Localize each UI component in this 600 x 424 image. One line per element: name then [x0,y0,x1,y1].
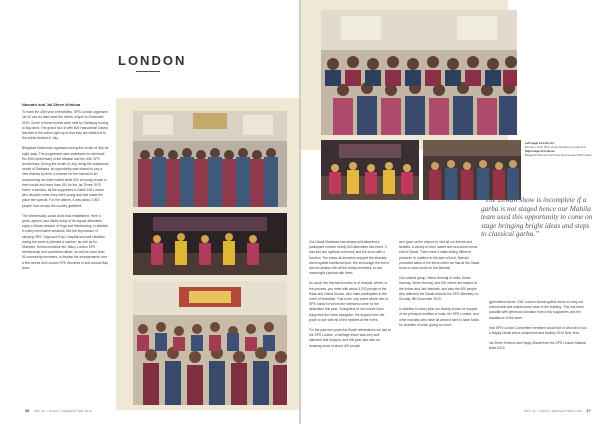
page-title: LONDON [118,53,187,68]
event-photo-hall-group [133,111,287,207]
article-paragraph: To mark the 40th year of festivities, SPS London organised Jal 40 mor du bahi rasm the month of April to December 2015. Some of these events were held by Sahaiyog touring to Bay Area. The grand tour of with 600 Hansraman Dasha Navratri of the Indian right-up to that they are related at to the Indian festival in July. [22,110,109,141]
article-paragraph: as it gave us the chance to visit all our friends and families. A variety of food, sweet and sea-sheen items Holi to Diwali. There were 4 stalls selling different products. In addition to the sale of food, Mandal promoted sales of the items which we had at the Diwali show to raise funds for the Mandal. [399,240,480,271]
right-footer [524,409,594,413]
caption-heading-right: Right image from above: [525,150,556,153]
event-photo-gathering-2 [423,140,521,200]
article-paragraph: As usual, the Navratri function is of musical, where, in the process, you meet with about 3,000 people in the Raas and Garba Kholvu, who each participates in the event of festivities. This is the only event where new to SPS Santa for whom the members come for the dedication this year. Youngsters of our culture have supported the event alongside, the support from the youth to see with all of the families at the event. [309,281,389,322]
event-photo-crowd [133,281,287,405]
caption-heading-top: Left image from the top: [525,142,555,145]
event-photo-gathering-1 [321,140,419,200]
article-column-2 [309,240,391,354]
article-column-3 [399,240,481,333]
event-photo-large-group [321,10,517,135]
page-number-right: 27 [586,409,591,413]
article-paragraph: Our Diwali Mahotsav has always self-attended a participant number nearly 600 attendees this event. It was into two spiritual ceremony and the show with a function. The areas all devotees enjoyed the diversity and exquisite traditional food. We encourage the event, and we always with all the family members, to see meaningful spiritual with them. [309,240,390,276]
title-underline [136,71,160,72]
left-page [0,0,299,424]
article-paragraph: Our cultural group, Hema Hemraji of India, Shree Hansraj, Shree Hemraj, and 200 others are shared at the Indian and Jain festivals, and also the 600 people who attended the Diwali show at the SPS Wembley on Sunday, 8th November 2015. [399,276,479,302]
article-paragraph: For the past few years the Diwali celebrations we had at the SPS London, a heritage which was very well attended and enjoyed, and this year also with an amazing show of about 400 people. [309,328,391,348]
article-heading: Navratri and Jal Shree Krishna [22,102,81,107]
photo-captions [525,142,597,158]
article-paragraph: The Wednesday, social clubs was established. Here a great, agreed, and diddly many of its regular attendees enjoy a Whole session of Yoga and Wednesday, in addition to many informative sessions, like the importance of carrying SRS. Yoga and Puja. Hospital and well visitation during the week is planned a number, as well as for Diabetes, Herbal medicine etc. Many London SPS membership and volunteers rallied, as well as more than 50 community members, to finalise the arrangements over a few weeks and London SPS devotees in and around Bay Area. [22,213,109,270]
article-column-1 [22,102,109,276]
article-paragraph: In addition to every year our charity shows for support of our principal charities in India, the SPS London, and other mandals who have all worked hard to raise funds for charities in India, giving so much. [399,307,479,327]
event-photo-stage-dancers [133,213,287,275]
article-paragraph: Bhagavat Katha was organised during the month of July for eight days. The programme was undertaken to celebrate the 40th Anniversary of the Mandal and the 40th SPS Anniversary. During the month of July, being the auspicious month of Sadhana, an opportunity was shared to pay a new dharma by their, a manner for the mandal in an unusual way we were invited while 600 of young people in their hands and more than 100 for the Jal 'Shree' SPS event; a sanctus, all the supporters in Sahiti 108 London who devotion when they were young and that made the place feel special. For the visitors, it was about 2,000 people from across the country gathered. [22,146,109,208]
article-column-4 [489,300,589,357]
page-number-left: 26 [25,409,30,413]
article-paragraph: Jai Shree Krishna and Happy Diwali from the SPS London Mandal team 2015 [489,341,586,351]
article-paragraph: gymnastics dance; GHL London events gather funds to carry out commercial and maintenance work in the building. This has been possible with generous donation from a few supporters and the assistance of the team. [489,300,584,320]
article-paragraph: Hari SPS London Committee members would like to wish all of you a Happy Diwali and a prosperous and healthy 2016 New Year. [489,325,587,336]
footer-text-left: SPS UK • DIWALI NEWSLETTER 2016 [33,409,93,413]
left-footer [22,409,92,413]
caption-text-right: Bhagavat Katha and Jal Shree Krishna event SPS London [525,154,593,157]
caption-text-top: Members of the SPS London Mandal at a mela event [525,146,586,149]
footer-text-right: SPS UK • DIWALI NEWSLETTER 2016 [523,409,583,413]
pull-quote: “The Diwali show is incomplete if a garba is not staged hence our Mahila team used this opportunity to come on stage bringing bright ideas and steps to classical garba.” [481,195,593,238]
